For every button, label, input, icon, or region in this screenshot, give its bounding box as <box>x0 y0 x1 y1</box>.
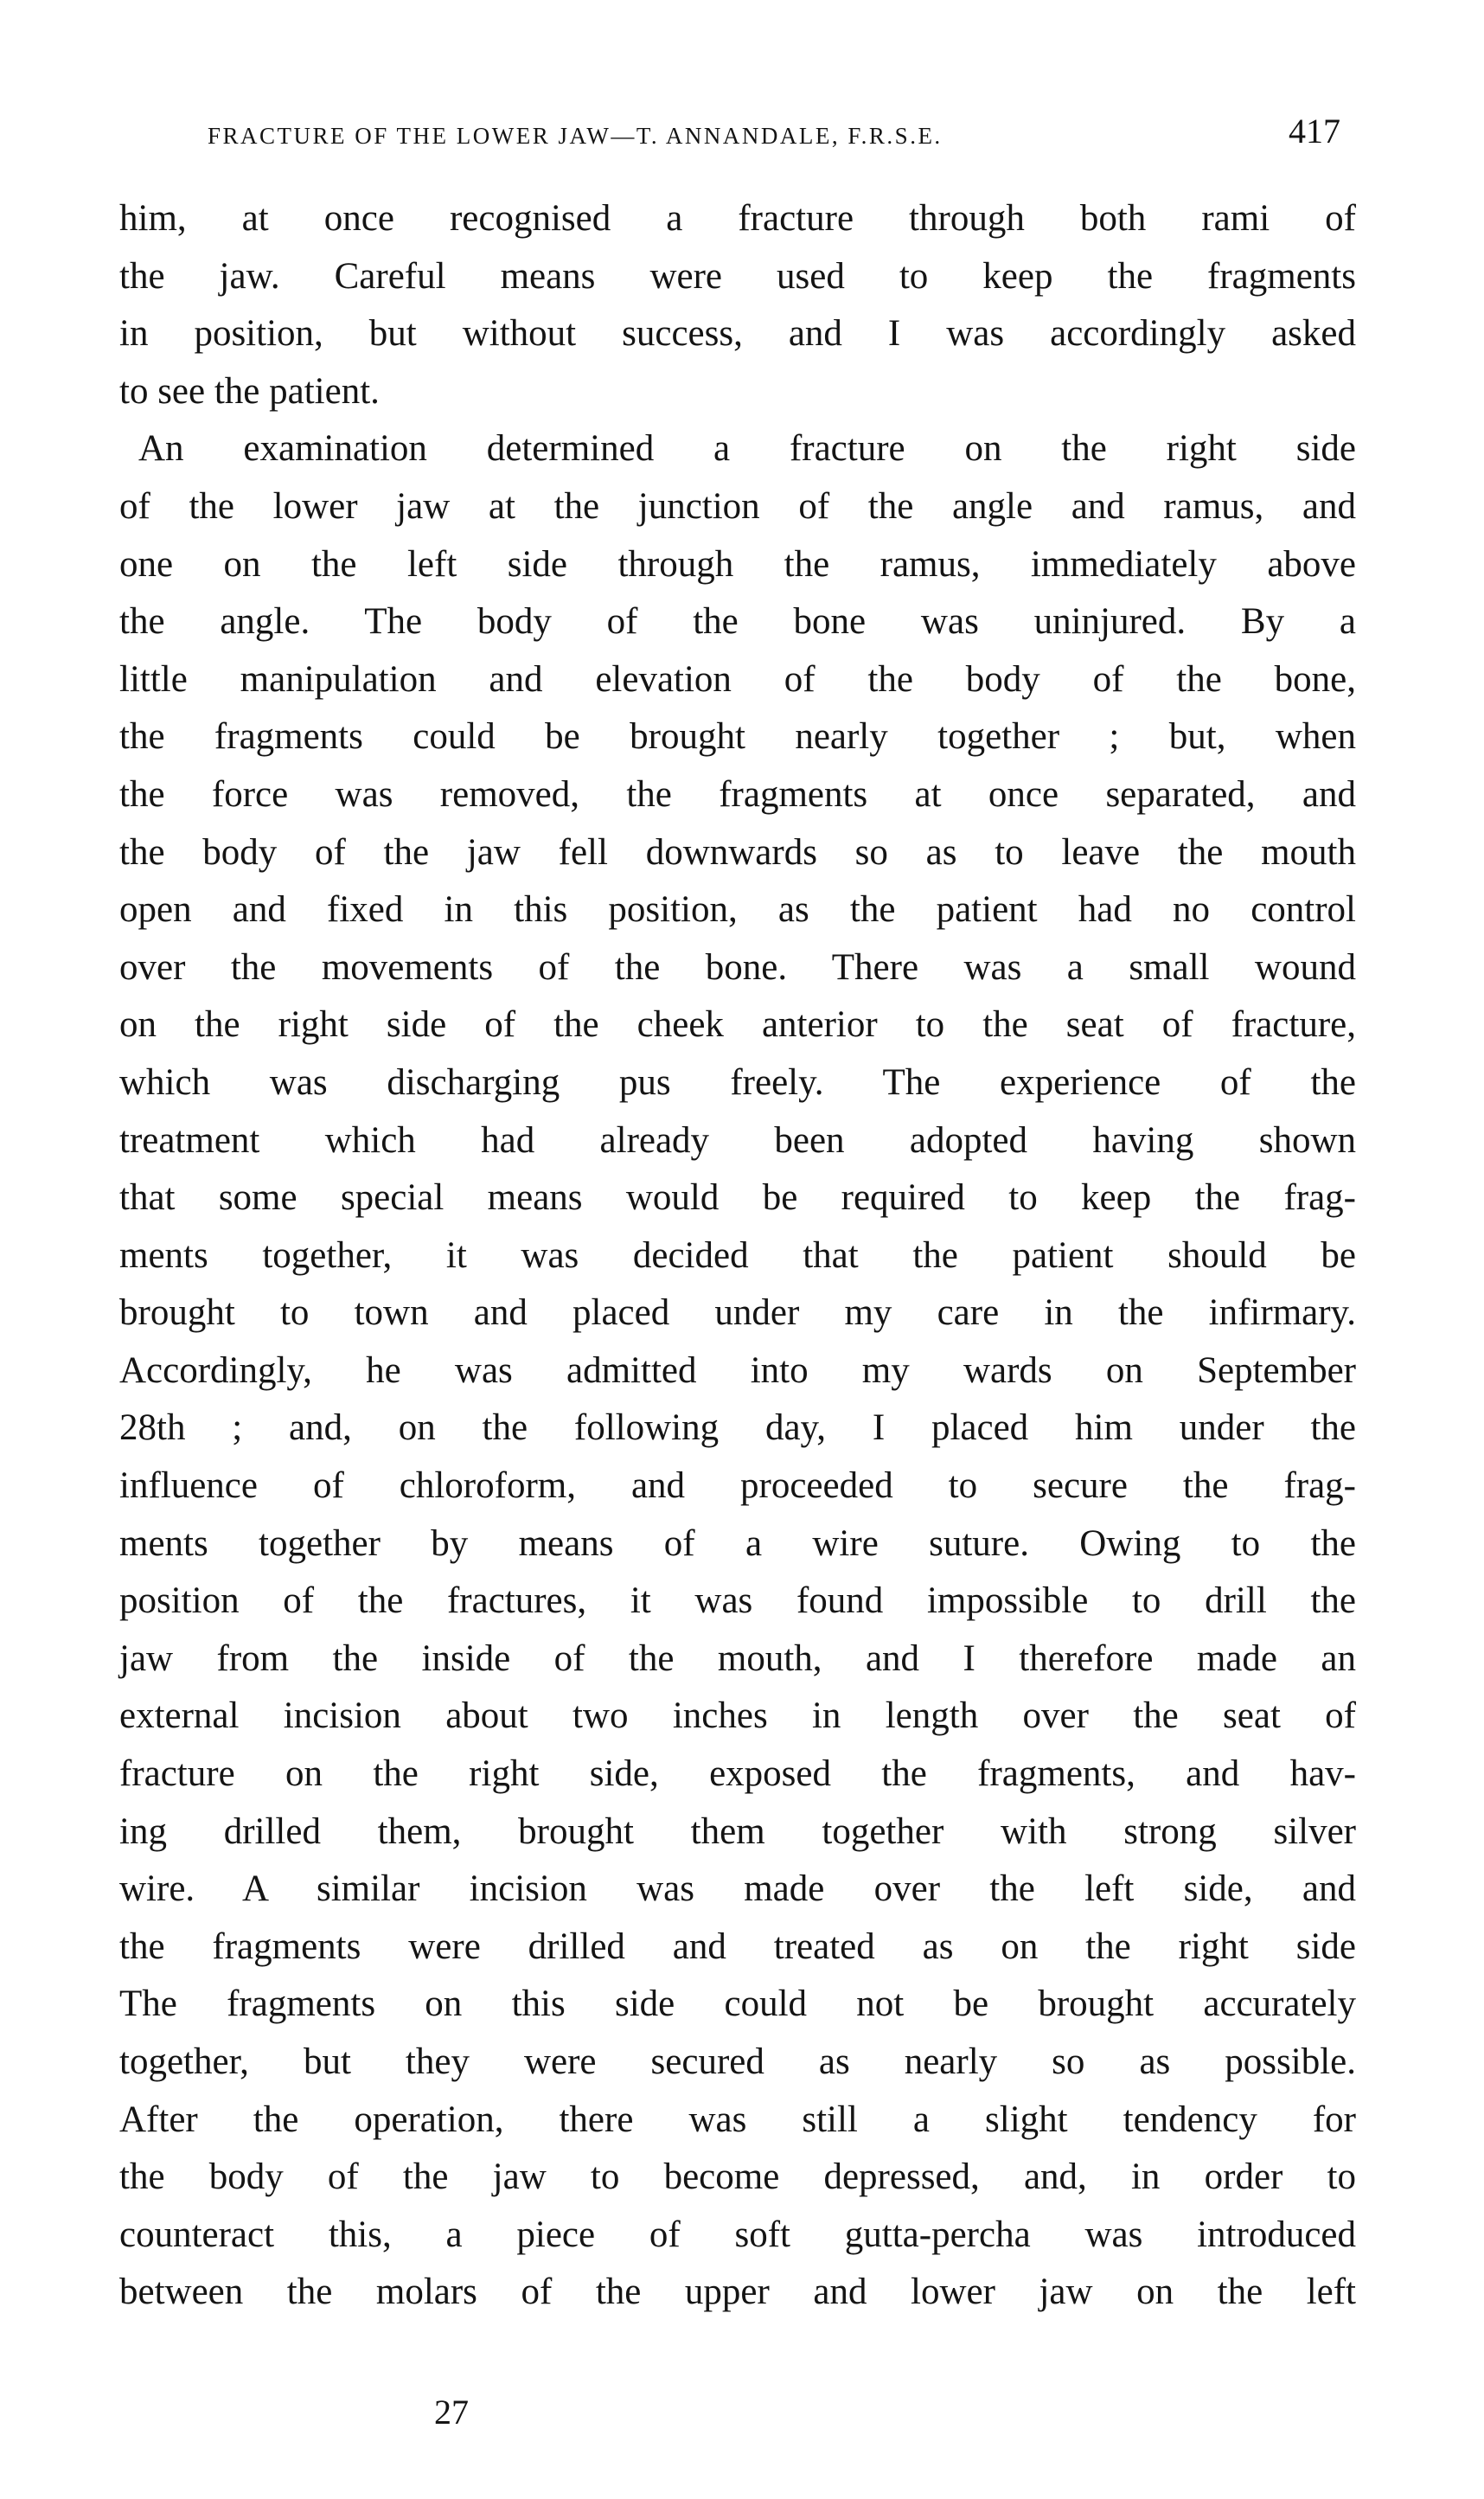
text-line: him, at once recognised a fracture through both rami of <box>119 198 1356 239</box>
text-line: The fragments on this side could not be brought accurately <box>119 1983 1356 2025</box>
text-line: between the molars of the upper and lower jaw on the left <box>119 2272 1356 2313</box>
page-header <box>182 111 1340 163</box>
text-line: An examination determined a fracture on the right side <box>138 428 1356 470</box>
signature-mark: 27 <box>434 2393 469 2432</box>
text-line: counteract this, a piece of soft gutta-percha was introduced <box>119 2214 1356 2255</box>
text-line: treatment which had already been adopted having shown <box>119 1119 1356 1161</box>
text-line: the fragments were drilled and treated as on the right side <box>119 1926 1356 1967</box>
text-line: external incision about two inches in length over the seat of <box>119 1695 1356 1737</box>
text-line: open and fixed in this position, as the patient had no control <box>119 889 1356 931</box>
text-line: on the right side of the cheek anterior to the seat of fracture, <box>119 1004 1356 1046</box>
page-number: 417 <box>1289 112 1340 151</box>
text-line: the body of the jaw to become depressed, and, in order to <box>119 2156 1356 2198</box>
text-line: little manipulation and elevation of the body of the bone, <box>119 658 1356 700</box>
text-line: together, but they were secured as nearly so as possible. <box>119 2041 1356 2082</box>
text-line: wire. A similar incision was made over the left side, and <box>119 1868 1356 1910</box>
running-head: FRACTURE OF THE LOWER JAW—T. ANNANDALE, F.R.S.E. <box>208 123 943 149</box>
text-line: 28th ; and, on the following day, I placed him under the <box>119 1407 1356 1449</box>
text-line: which was discharging pus freely. The experience of the <box>119 1061 1356 1103</box>
text-line: in position, but without success, and I was accordingly asked <box>119 313 1356 355</box>
text-line: position of the fractures, it was found impossible to drill the <box>119 1580 1356 1622</box>
text-line: fracture on the right side, exposed the fragments, and hav- <box>119 1753 1356 1795</box>
text-line: jaw from the inside of the mouth, and I therefore made an <box>119 1637 1356 1679</box>
text-line: the body of the jaw fell downwards so as to leave the mouth <box>119 831 1356 873</box>
text-line: of the lower jaw at the junction of the angle and ramus, and <box>119 485 1356 527</box>
text-line: ments together, it was decided that the patient should be <box>119 1234 1356 1276</box>
text-line: the jaw. Careful means were used to keep the fragments <box>119 255 1356 297</box>
text-line: the fragments could be brought nearly together ; but, when <box>119 716 1356 758</box>
text-line: ments together by means of a wire suture. Owing to the <box>119 1522 1356 1564</box>
text-line: Accordingly, he was admitted into my wards on September <box>119 1349 1356 1391</box>
body-text <box>119 190 1356 2322</box>
text-line: that some special means would be required to keep the frag- <box>119 1177 1356 1219</box>
text-line: the force was removed, the fragments at once separated, and <box>119 773 1356 815</box>
text-line: After the operation, there was still a slight tendency for <box>119 2099 1356 2140</box>
text-line: one on the left side through the ramus, immediately above <box>119 543 1356 585</box>
text-line: to see the patient. <box>119 370 380 412</box>
text-line: over the movements of the bone. There was a small wound <box>119 946 1356 988</box>
text-line: the angle. The body of the bone was uninjured. By a <box>119 601 1356 643</box>
text-line: ing drilled them, brought them together with strong silver <box>119 1810 1356 1852</box>
text-line: brought to town and placed under my care in the infirmary. <box>119 1292 1356 1334</box>
text-line: influence of chloroform, and proceeded to secure the frag- <box>119 1465 1356 1507</box>
